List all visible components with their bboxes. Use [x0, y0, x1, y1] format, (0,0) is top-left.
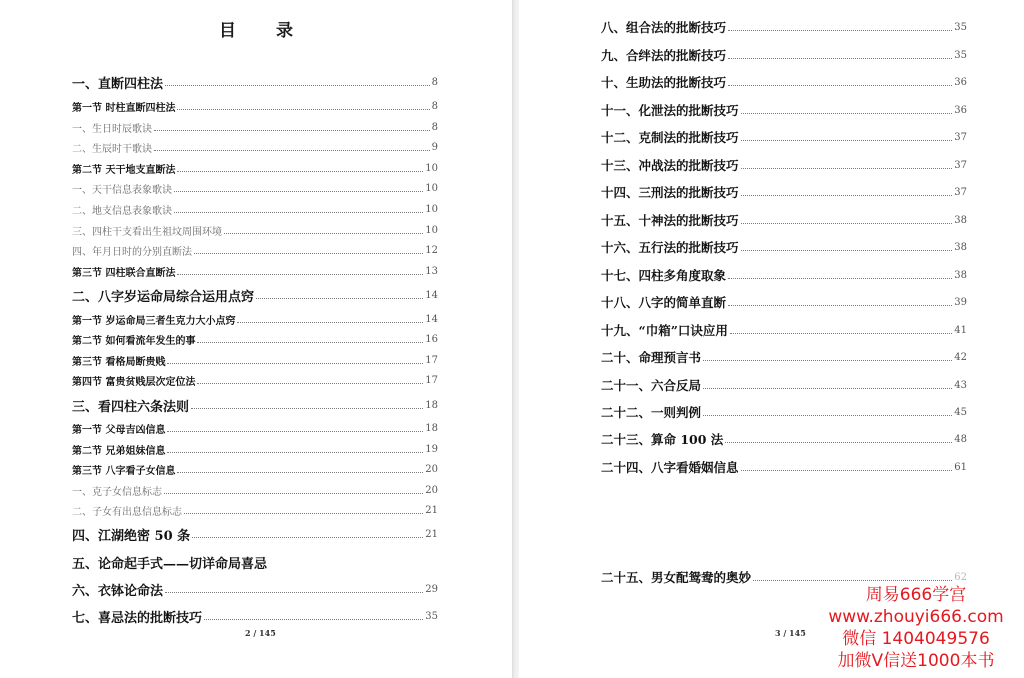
leader-dots [741, 113, 953, 114]
toc-entry-page: 8 [431, 100, 438, 112]
toc-entry-label: 二十五、男女配鸳鸯的奥妙 [601, 570, 752, 585]
toc-entry-page: 48 [954, 433, 967, 445]
toc-entry-label: 一、天干信息表象歌诀 [72, 184, 172, 196]
toc-entry[interactable] [72, 482, 438, 498]
toc-entry-label: 第一节 岁运命局三者生克力大小点窍 [72, 315, 236, 327]
toc-entry-page: 21 [425, 504, 438, 516]
toc-entry-label: 第一节 父母吉凶信息 [72, 424, 166, 436]
toc-entry-label: 六、衣钵论命法 [72, 583, 164, 599]
leader-dots [177, 274, 423, 275]
toc-entry[interactable] [601, 239, 967, 255]
toc-entry-label: 第二节 兄弟姐妹信息 [72, 445, 166, 457]
leader-dots [728, 278, 952, 279]
toc-entry-label: 三、四柱干支看出生祖坟周围环境 [72, 226, 222, 238]
leader-dots [197, 342, 423, 343]
toc-entry[interactable] [72, 331, 438, 347]
watermark-line: 加微V信送1000本书 [837, 651, 995, 671]
toc-entry[interactable] [72, 311, 438, 327]
toc-entry-label: 一、生日时辰歌诀 [72, 123, 152, 135]
leader-dots [154, 150, 430, 151]
toc-entry[interactable] [72, 441, 438, 457]
leader-dots [177, 472, 423, 473]
toc-entry-page: 35 [954, 49, 967, 61]
leader-dots [224, 233, 423, 234]
toc-entry-page: 45 [954, 406, 967, 418]
toc-entry[interactable] [72, 372, 438, 388]
toc-entry-label: 二、地支信息表象歌诀 [72, 205, 172, 217]
toc-entry-label: 二十四、八字看婚姻信息 [601, 460, 739, 475]
toc-entry-label: 二、八字岁运命局综合运用点窍 [72, 289, 255, 305]
toc-entry[interactable] [72, 502, 438, 518]
toc-entry-label: 二十、命理预言书 [601, 350, 702, 365]
toc-entry-label: 十七、四柱多角度取象 [601, 268, 727, 283]
toc-entry-page: 39 [954, 296, 967, 308]
toc-entry-label: 十九、“巾箱”口诀应用 [601, 323, 728, 338]
toc-entry[interactable] [601, 377, 967, 393]
toc-entry-page: 36 [954, 104, 967, 116]
toc-entry-page: 20 [425, 484, 438, 496]
toc-entry-label: 十、生助法的批断技巧 [601, 75, 727, 90]
toc-entry-page: 8 [431, 121, 438, 133]
toc-entry-label: 第三节 八字看子女信息 [72, 465, 176, 477]
toc-entry-label: 十一、化泄法的批断技巧 [601, 103, 739, 118]
toc-entry-page: 18 [425, 399, 438, 411]
toc-entry[interactable] [72, 201, 438, 217]
toc-entry[interactable] [72, 287, 438, 303]
toc-entry-label: 二十三、算命 100 法 [601, 432, 724, 447]
toc-entry-page: 38 [954, 214, 967, 226]
leader-dots [741, 250, 953, 251]
toc-title: 目录 [219, 21, 333, 41]
leader-dots [167, 363, 423, 364]
toc-entry[interactable] [601, 129, 967, 145]
leader-dots [174, 191, 423, 192]
leader-dots [725, 442, 952, 443]
toc-entry[interactable] [72, 222, 438, 238]
leader-dots [728, 58, 952, 59]
toc-entry[interactable] [601, 19, 967, 35]
book-gutter [512, 0, 519, 678]
toc-entry[interactable] [72, 242, 438, 258]
toc-entry[interactable] [72, 352, 438, 368]
leader-dots [174, 212, 423, 213]
toc-entry[interactable] [601, 294, 967, 310]
toc-entry[interactable] [601, 569, 967, 585]
toc-entry[interactable] [601, 74, 967, 90]
toc-entry[interactable] [72, 608, 438, 624]
toc-entry[interactable] [601, 157, 967, 173]
toc-entry-label: 第一节 时柱直断四柱法 [72, 102, 176, 114]
leader-dots [730, 333, 952, 334]
leader-dots [165, 592, 423, 593]
toc-entry-label: 十二、克制法的批断技巧 [601, 130, 739, 145]
toc-entry[interactable] [72, 554, 438, 570]
toc-entry-page: 10 [425, 162, 438, 174]
toc-entry-page: 38 [954, 241, 967, 253]
toc-entry-page: 21 [425, 528, 438, 540]
leader-dots [197, 383, 423, 384]
toc-entry-label: 十八、八字的简单直断 [601, 295, 727, 310]
toc-entry-label: 第三节 四柱联合直断法 [72, 267, 176, 279]
toc-entry-page: 18 [425, 422, 438, 434]
toc-entry[interactable] [72, 263, 438, 279]
toc-entry-page: 41 [954, 324, 967, 336]
leader-dots [753, 580, 952, 581]
toc-entry-label: 十五、十神法的批断技巧 [601, 213, 739, 228]
toc-entry-page: 37 [954, 186, 967, 198]
toc-entry-page: 36 [954, 76, 967, 88]
toc-entry-label: 十四、三刑法的批断技巧 [601, 185, 739, 200]
leader-dots [741, 223, 953, 224]
toc-entry-page: 17 [425, 374, 438, 386]
toc-entry[interactable] [601, 349, 967, 365]
toc-entry-label: 九、合绊法的批断技巧 [601, 48, 727, 63]
toc-entry[interactable] [601, 459, 967, 475]
toc-entry-label: 十六、五行法的批断技巧 [601, 240, 739, 255]
leader-dots [167, 431, 423, 432]
toc-entry-label: 二十二、一则判例 [601, 405, 702, 420]
toc-entry-label: 三、看四柱六条法则 [72, 399, 190, 415]
leader-dots [191, 408, 423, 409]
toc-entry-page: 8 [431, 76, 438, 88]
toc-entry[interactable] [72, 180, 438, 196]
toc-entry-label: 第二节 如何看流年发生的事 [72, 335, 196, 347]
toc-entry-label: 二、子女有出息信息标志 [72, 506, 182, 518]
toc-entry-page: 14 [425, 313, 438, 325]
leader-dots [164, 493, 423, 494]
toc-entry-label: 七、喜忌法的批断技巧 [72, 610, 203, 626]
right-page [519, 0, 1024, 678]
toc-entry-page: 29 [425, 583, 438, 595]
toc-entry[interactable] [601, 322, 967, 338]
leader-dots [177, 171, 423, 172]
leader-dots [167, 452, 423, 453]
toc-entry-page: 20 [425, 463, 438, 475]
toc-entry-page: 35 [954, 21, 967, 33]
leader-dots [204, 619, 423, 620]
toc-entry[interactable] [72, 119, 438, 135]
toc-entry-label: 第四节 富贵贫贱层次定位法 [72, 376, 196, 388]
toc-entry-label: 四、年月日时的分别直断法 [72, 246, 192, 258]
toc-entry-label: 十三、冲战法的批断技巧 [601, 158, 739, 173]
leader-dots [165, 85, 430, 86]
toc-entry-page: 37 [954, 159, 967, 171]
toc-entry-page: 62 [954, 571, 967, 583]
toc-entry-label: 第二节 天干地支直断法 [72, 164, 176, 176]
leader-dots [703, 415, 952, 416]
leader-dots [741, 195, 953, 196]
leader-dots [741, 470, 953, 471]
watermark-line: 微信 1404049576 [842, 629, 990, 649]
toc-entry-label: 二十一、六合反局 [601, 378, 702, 393]
toc-entry[interactable] [601, 102, 967, 118]
leader-dots [154, 130, 430, 131]
toc-entry[interactable] [72, 397, 438, 413]
watermark-line: 周易666学宫 [865, 585, 967, 605]
toc-entry[interactable] [72, 139, 438, 155]
toc-entry[interactable] [601, 212, 967, 228]
toc-entry-label: 一、直断四柱法 [72, 76, 164, 92]
toc-entry[interactable] [601, 431, 967, 447]
toc-entry-label: 四、江湖绝密 50 条 [72, 528, 191, 544]
leader-dots [728, 30, 952, 31]
toc-entry-page: 12 [425, 244, 438, 256]
toc-entry-label: 一、克子女信息标志 [72, 486, 162, 498]
toc-entry[interactable] [601, 184, 967, 200]
toc-entry-page: 9 [431, 141, 438, 153]
toc-entry[interactable] [72, 461, 438, 477]
leader-dots [184, 513, 423, 514]
toc-entry-page: 16 [425, 333, 438, 345]
toc-entry-label: 二、生辰时干歌诀 [72, 143, 152, 155]
toc-entry[interactable] [601, 267, 967, 283]
watermark [808, 584, 1024, 672]
toc-entry[interactable] [72, 581, 438, 597]
toc-entry-page: 10 [425, 224, 438, 236]
toc-entry-page: 37 [954, 131, 967, 143]
page-number: 2 / 145 [245, 628, 276, 638]
toc-entry[interactable] [601, 47, 967, 63]
leader-dots [177, 109, 429, 110]
toc-entry[interactable] [72, 160, 438, 176]
toc-entry[interactable] [72, 98, 438, 114]
page-number: 3 / 145 [775, 628, 806, 638]
toc-entry-page: 61 [954, 461, 967, 473]
leader-dots [703, 388, 952, 389]
toc-entry-page: 13 [425, 265, 438, 277]
toc-entry-page: 14 [425, 289, 438, 301]
leader-dots [256, 298, 423, 299]
toc-entry-page: 42 [954, 351, 967, 363]
toc-entry-page: 10 [425, 203, 438, 215]
toc-entry-page: 38 [954, 269, 967, 281]
leader-dots [192, 537, 423, 538]
toc-entry-page: 35 [425, 610, 438, 622]
toc-entry-page: 19 [425, 443, 438, 455]
toc-entry[interactable] [72, 420, 438, 436]
leader-dots [741, 140, 953, 141]
leader-dots [728, 305, 952, 306]
toc-entry-label: 八、组合法的批断技巧 [601, 20, 727, 35]
toc-entry-page: 43 [954, 379, 967, 391]
toc-entry[interactable] [72, 74, 438, 90]
leader-dots [741, 168, 953, 169]
leader-dots [703, 360, 952, 361]
leader-dots [194, 253, 423, 254]
toc-entry-label: 五、论命起手式——切详命局喜忌 [72, 556, 268, 572]
toc-entry-page: 17 [425, 354, 438, 366]
toc-entry[interactable] [72, 526, 438, 542]
watermark-url[interactable]: www.zhouyi666.com [828, 607, 1004, 627]
leader-dots [237, 322, 423, 323]
toc-entry-label: 第三节 看格局断贵贱 [72, 356, 166, 368]
leader-dots [728, 85, 952, 86]
toc-entry-page: 10 [425, 182, 438, 194]
toc-entry[interactable] [601, 404, 967, 420]
